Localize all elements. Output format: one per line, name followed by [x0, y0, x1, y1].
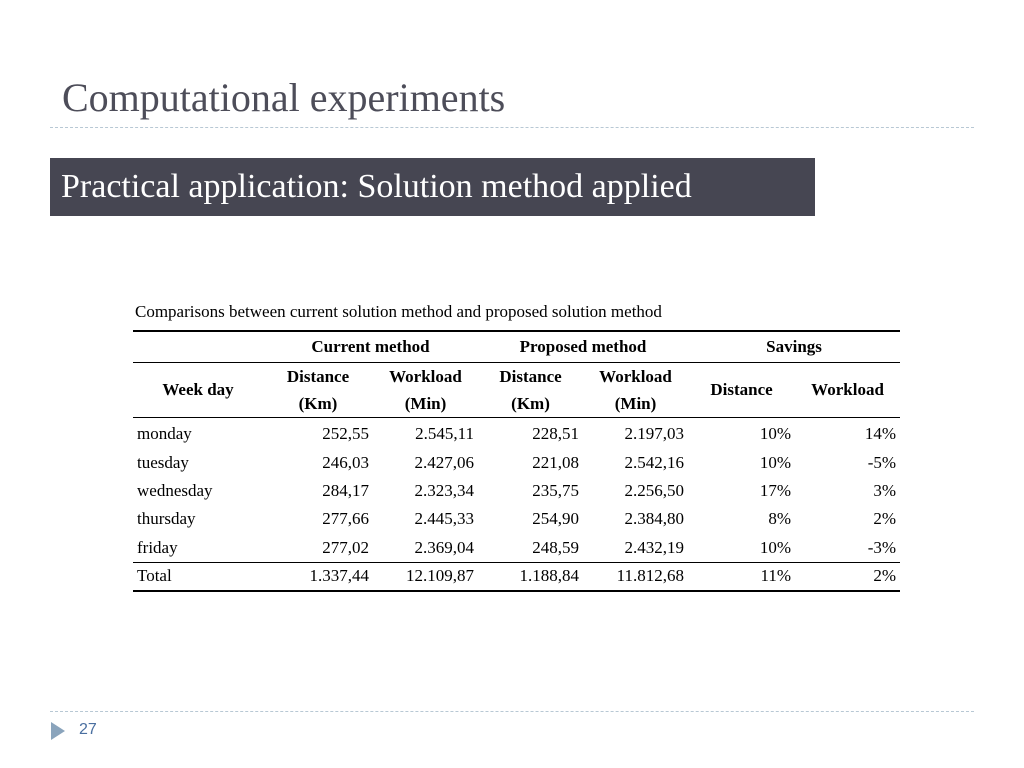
cell-proposed-distance: 221,08 [532, 452, 580, 472]
cell-savings-workload: 3% [873, 480, 897, 500]
footer-divider [50, 711, 974, 712]
cell-current-workload: 2.369,04 [414, 537, 475, 557]
cell-savings-workload: 2% [873, 509, 897, 529]
group-header-savings: Savings [688, 331, 900, 363]
cell-week-day: friday [137, 537, 178, 557]
table-total-row [133, 562, 900, 591]
cell-current-workload: 2.545,11 [415, 424, 475, 444]
cell-current-distance: 284,17 [322, 480, 369, 500]
cell-proposed-workload: 2.384,80 [624, 509, 685, 529]
table-row [133, 534, 900, 563]
triangle-bullet-icon [51, 722, 65, 740]
cell-proposed-workload: 2.542,16 [624, 452, 685, 472]
unit-header-proposed-min: (Min) [583, 390, 688, 418]
cell-current-distance: 246,03 [322, 452, 369, 472]
cell-week-day: tuesday [137, 452, 189, 472]
column-header-week-day: Week day [133, 363, 263, 418]
column-header-proposed-distance: Distance [499, 366, 562, 386]
cell-savings-workload: -5% [867, 452, 897, 472]
cell-proposed-distance: 235,75 [532, 480, 580, 500]
table-row [133, 448, 900, 476]
table-row [133, 477, 900, 505]
section-subtitle: Practical application: Solution method applied [50, 158, 815, 216]
cell-current-distance: 277,66 [322, 509, 369, 529]
cell-week-day: wednesday [137, 480, 213, 500]
table-row [133, 505, 900, 533]
cell-savings-workload: -3% [867, 537, 897, 557]
cell-savings-distance: 10% [759, 424, 792, 444]
column-header-proposed-workload: Workload [599, 366, 672, 386]
cell-total-proposed-distance: 1.188,84 [478, 562, 583, 591]
cell-proposed-workload: 2.432,19 [624, 537, 685, 557]
cell-savings-workload: 14% [864, 424, 897, 444]
cell-savings-distance: 8% [768, 509, 792, 529]
unit-header-current-min: (Min) [373, 390, 478, 418]
cell-total-savings-workload: 2% [795, 562, 900, 591]
comparison-table [133, 330, 900, 592]
cell-proposed-distance: 228,51 [532, 424, 580, 444]
page-number: 27 [79, 721, 97, 738]
cell-week-day: thursday [137, 509, 196, 529]
cell-current-distance: 252,55 [322, 424, 369, 444]
table-column-header-row [133, 363, 900, 391]
cell-total-proposed-workload: 11.812,68 [583, 562, 688, 591]
table-group-header-row [133, 331, 900, 363]
table-row [133, 418, 900, 449]
cell-proposed-workload: 2.256,50 [624, 480, 685, 500]
cell-current-workload: 2.323,34 [414, 480, 475, 500]
slide-title: Computational experiments [62, 75, 506, 120]
cell-week-day: monday [137, 424, 192, 444]
cell-proposed-workload: 2.197,03 [624, 424, 685, 444]
column-header-savings-distance: Distance [688, 363, 795, 418]
cell-current-distance: 277,02 [322, 537, 369, 557]
cell-total-current-distance: 1.337,44 [263, 562, 373, 591]
cell-total-savings-distance: 11% [688, 562, 795, 591]
column-header-current-distance: Distance [286, 366, 350, 386]
cell-total-label: Total [133, 562, 263, 591]
unit-header-current-km: (Km) [263, 390, 373, 418]
unit-header-proposed-km: (Km) [478, 390, 583, 418]
cell-proposed-distance: 254,90 [532, 509, 580, 529]
cell-proposed-distance: 248,59 [532, 537, 580, 557]
table-caption: Comparisons between current solution method and proposed solution method [135, 302, 662, 321]
cell-total-current-workload: 12.109,87 [373, 562, 478, 591]
cell-savings-distance: 17% [759, 480, 792, 500]
cell-current-workload: 2.445,33 [414, 509, 475, 529]
column-header-current-workload: Workload [389, 366, 462, 386]
group-header-blank [133, 331, 263, 363]
group-header-proposed: Proposed method [478, 331, 688, 363]
cell-savings-distance: 10% [759, 537, 792, 557]
cell-savings-distance: 10% [759, 452, 792, 472]
cell-current-workload: 2.427,06 [414, 452, 475, 472]
group-header-current: Current method [263, 331, 478, 363]
title-divider [50, 127, 974, 128]
column-header-savings-workload: Workload [795, 363, 900, 418]
